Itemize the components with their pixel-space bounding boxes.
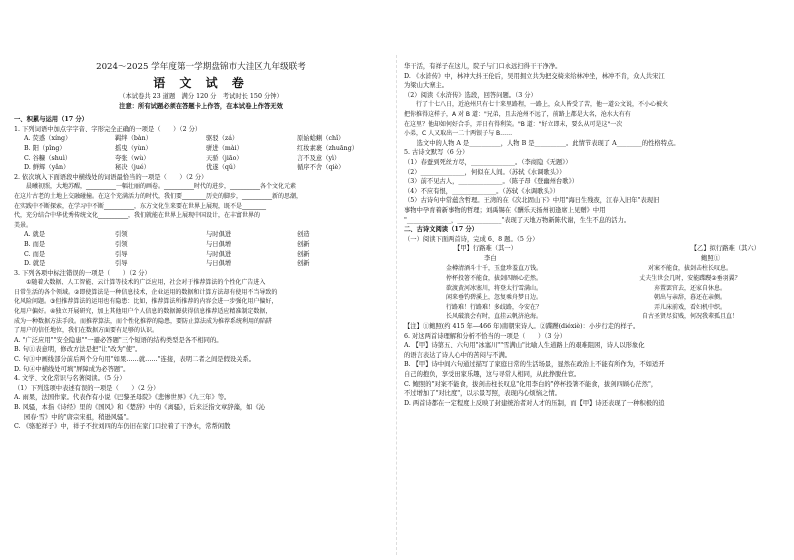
question-5: 5. 古诗文默写（6 分） bbox=[404, 149, 469, 157]
exam-info: （本试卷共 23 道题 满分 120 分 考试时长 150 分钟） bbox=[119, 93, 283, 100]
q3-passage: ①随着大数据、人工智能、云计算等技术的广泛应用，社会对于推荐算法的个性化广告进入 日常生活的各个领域。②即使算法是一种信息技术，企业运用的数据和计算方法却有使用不当导致的 化风险问题。③但推荐算法的运用也有隐患：比如，推荐算法所推荐的内容会进一步强化用户偏好， 化用户偏好。④独立开展研究，加上其他用户个人信息的数据源获得信息推荐适应精准制定数据， 成为一种数据方法手段。而推荐算法，而个性化推荐的隐患，要防止算法成为推荐系统利用的陷阱 了用户的信任地位，我们在数据方面要有足够的认识。 bbox=[14, 279, 278, 335]
exam-notice: 注意：所有试题必须在答题卡上作答，在本试卷上作答无效 bbox=[119, 102, 283, 110]
question-4: 4. 文学、文化常识与名著阅读。（5 分） bbox=[14, 375, 126, 383]
poem-a-author: 李白 bbox=[484, 254, 497, 262]
q2-passage: 晨曦初照，大地苏醒，__________一幅壮丽的画卷。__________时代的进步，__________各个文化元素 在这片古老的土地上交融碰撞。在这个充满活力的时代，我们要________历史的脚步，__________新的思潮， 在实践中不断探索，在学习中不断__________，东方文化生来要在世界上展现，既不是________ 代，充分结合中华优秀传统文化__________，我们就能在世界上展现中国设计，在丰富世界的 美景。 bbox=[14, 183, 303, 229]
section-2-heading: 二、古诗文阅读（17 分） bbox=[404, 226, 478, 234]
exam-subtitle: 语 文 试 卷 bbox=[153, 76, 249, 90]
q1-option-a: A. 荧惑（xíng） 羁绊（bàn） 驱驳（zá） 原始蛤蜊（chǐ） bbox=[24, 135, 345, 143]
poem-a-title: 【甲】行路难（其一） bbox=[454, 245, 517, 253]
q1-option-b: B. 阳（pǐng） 摇曳（yùn） 骈进（mài） 红妆素裹（zhuāng） bbox=[24, 144, 359, 152]
left-column bbox=[14, 0, 388, 432]
q2-option-b: B. 而是 引领 与日俱增 创新 bbox=[24, 240, 310, 248]
question-2: 2. 依次填入下面语段中横线处的词语最恰当的一项是（ ）（2 分） bbox=[14, 173, 208, 181]
question-4-1: （1）下列选项中表述有误的一项是（ ）（2 分） bbox=[14, 384, 160, 392]
section-2-1-heading: （一）阅读下面两首诗，完成 6、8 题。（5 分） bbox=[404, 235, 539, 243]
q5-item-5: （5）古诗句中常蕴含哲理。王湾的在《次北固山下》中用"海日生残夜，江春入旧年"表现旧 事物中孕育着新事物的哲理；刘禹锡在《酬乐天扬州初逢席上见赠》中用 "______________，______________"表现了天地万物新陈代谢，生生不息的活力。 bbox=[404, 197, 660, 224]
question-1: 1. 下列词语中加点字字音、字形完全正确的一项是（ ）（2 分） bbox=[14, 125, 202, 133]
q2-option-a: A. 就是 引领 与时俱进 创造 bbox=[24, 231, 310, 239]
q3-options: A. "广泛应用""安全隐患""一避必答题"三个短语的结构类型是各不相同的。 B. 句①表意明，修改方法是把"让"改为"使"。 C. 句③中画线部分前后两个分句用"如果……就……"连接，表明二者之间是假设关系。 D. 句④中横线处可填"屏障成为必答题"。 bbox=[14, 336, 256, 373]
poem-authors bbox=[404, 254, 780, 264]
right-column bbox=[404, 0, 780, 408]
question-3: 3. 下列各项中标注错误的一项是（ ）（2 分） bbox=[14, 269, 151, 277]
poem-b-author: 鲍照① bbox=[701, 254, 720, 262]
q1-option-c: C. 谷糠（shuì） 夸张（wù） 天骄（jiāo） 言不及意（yì） bbox=[24, 154, 341, 162]
q4-2-passage: 行了十七八日，近沧州只有七十来里路程，一路上，众人皆受了苦，他一道公文说，不小心被火 把你推得这样子，A 对 B 道："兄弟，且去沧州不远了，前路上都是大名，沧水大有有 在这里？他却如何好合手，弄日有得利笑。"B 道："好立即未，要么从可是这"一次 小弟，C 人又取出一二十两银子与 B…… bbox=[404, 101, 669, 138]
q2-option-d: D. 就是 引导 与日俱增 创新 bbox=[24, 260, 310, 268]
q4-options-continued: 华干活，有祥子在这儿，院子与门口永远扫得干干净净。 D. 《水浒传》中，林冲大抖王伦后，吴用拥立共为把交椅来给林冲坐，林冲不肯，众人共宋江 为梁山大寨主。 bbox=[404, 63, 665, 90]
poems bbox=[404, 264, 780, 322]
poem-b-title: 【乙】拟行路难（其六） bbox=[690, 245, 760, 253]
poem-notes: 【注】①鲍照(约 415 年—466 年)南朝宋诗人。②蹀躞(diéxiè)：小步行走的样子。 bbox=[404, 323, 640, 331]
q2-option-c: C. 而是 引导 与时俱进 创新 bbox=[24, 250, 310, 258]
poem-a: 金樽清酒斗十千，玉盘珍羞直万钱。 停杯投箸不能食，拔剑四顾心茫然。 欲渡黄河冰塞川，将登太行雪满山。 闲来垂钓碧溪上，忽复乘舟梦日边。 行路难！行路难！多歧路，今安在？ 长风破浪会有时，直挂云帆济沧海。 bbox=[445, 265, 542, 321]
question-4-2: （2）阅读《水浒传》选段，回答问题。（3 分） bbox=[404, 91, 537, 99]
question-6: 6. 对这两首诗理解和分析不恰当的一项是（ ）（3 分） bbox=[404, 332, 566, 340]
q5-items: （1）春蚕到死丝方尽，______________。（李商隐《无题》） （2）______________，何似在人间。（苏轼《水调歌头》） （3）前不见古人，______________。（陈子昂《登幽州台歌》） （4）不应有恨，______________。（苏轼《水调歌头》） bbox=[404, 158, 579, 195]
column-divider bbox=[396, 55, 397, 555]
poem-b: 对案不能食，拔剑击柱长叹息。 丈夫生世会几时，安能蹀躞②垂羽翼？ 弃置罢官去，还家自休息。 朝出与亲辞，暮还在亲侧。 弄儿床前戏，看妇机中织。 自古圣贤尽贫贱，何况我辈孤且直！ bbox=[639, 265, 741, 321]
exam-title: 2024～2025 学年度第一学期盘锦市大洼区九年级联考 bbox=[96, 62, 306, 72]
q4-options: A. 雨果，法国作家。代表作有小说《巴黎圣母院》《悲惨世界》《九三年》等。 B. 风骚，本指《诗经》里的《国风》和《楚辞》中的《离骚》，后来泛指文章辞藻，如《沁 园春·雪》中的"唐宗宋祖，稍逊风骚"。 C. 《骆驼祥子》中，祥子不拉刘四的车仍旧在家门口拉着了干净水，常帮闲散 bbox=[14, 394, 266, 431]
q4-2-question: 选文中的人物 A 是__________，人物 B 是__________。此情节表现了 A________的性格特点。 bbox=[404, 139, 680, 147]
section-1-heading: 一、积累与运用（17 分） bbox=[14, 116, 88, 124]
q6-options: A. 【甲】诗第五、六句用"冰塞川""雪满山"比喻人生道路上的艰难阻困，诗人以形象化 的语言表达了诗人心中的苦闷与不满。 B. 【甲】诗中间六句通过描写了家庭日常的生活场景，显然在政治上不能有所作为，不如适开 自己的抱负，享受田家乐趣，这与寻常人相同，从此挣脱仕宦。 C. 鲍照的"对案不能食，拔剑击柱长叹息"化用李白的"停杯投箸不能食，拔剑四顾心茫然"， 不过增加了"对比度"，以示景写照，表现内心烦恼之情。 D. 两首诗都在一定程度上反映了封建统治者对人才的压制，而【甲】诗还表现了一种积极的追 bbox=[404, 342, 665, 407]
q1-option-d: D. 鲜辉（yǎn） 秘决（jué） 优遂（qǔ） 循序不舍（qiè） bbox=[24, 164, 345, 172]
poem-titles bbox=[404, 244, 780, 254]
